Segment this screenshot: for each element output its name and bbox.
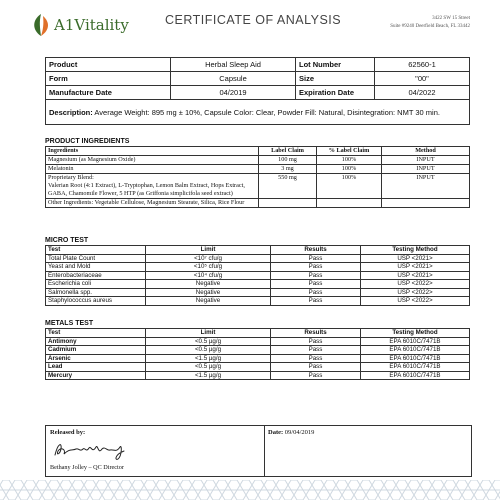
expiration-date-value: 04/2022 bbox=[375, 86, 470, 100]
micro-method-header: Testing Method bbox=[361, 246, 470, 255]
lot-label: Lot Number bbox=[296, 58, 375, 72]
product-label: Product bbox=[46, 58, 171, 72]
ingredient-label-claim bbox=[259, 199, 317, 208]
ingredient-row bbox=[46, 156, 470, 165]
description-label: Description: bbox=[49, 107, 93, 117]
metals-limit: <1.5 µg/g bbox=[146, 371, 271, 380]
metals-test-row bbox=[46, 346, 470, 355]
metals-test-row bbox=[46, 337, 470, 346]
released-by-cell bbox=[46, 426, 265, 476]
micro-result: Pass bbox=[271, 263, 361, 272]
micro-test-name: Salmonella spp. bbox=[46, 288, 146, 297]
lot-value: 62560-1 bbox=[375, 58, 470, 72]
metals-result: Pass bbox=[271, 354, 361, 363]
ingredient-row bbox=[46, 174, 470, 199]
description-value: Average Weight: 895 mg ± 10%, Capsule Color: Clear, Powder Fill: Natural, Disintegration: NMT 30 min. bbox=[92, 107, 440, 117]
micro-result: Pass bbox=[271, 280, 361, 289]
micro-result: Pass bbox=[271, 288, 361, 297]
metals-result: Pass bbox=[271, 346, 361, 355]
metals-result: Pass bbox=[271, 337, 361, 346]
ingredient-name: Melatonin bbox=[46, 165, 259, 174]
metals-testing-method: EPA 6010C/7471B bbox=[361, 346, 470, 355]
company-address bbox=[390, 15, 470, 31]
micro-testing-method: USP <2022> bbox=[361, 280, 470, 289]
hexagon-pattern-footer bbox=[0, 480, 500, 500]
micro-test-row bbox=[46, 254, 470, 263]
document-header bbox=[30, 10, 470, 46]
metals-limit-header: Limit bbox=[146, 329, 271, 338]
logo-text: A1Vitality bbox=[54, 16, 129, 34]
product-value: Herbal Sleep Aid bbox=[171, 58, 296, 72]
release-box bbox=[45, 425, 472, 477]
micro-testing-method: USP <2021> bbox=[361, 263, 470, 272]
release-date bbox=[268, 429, 314, 436]
micro-limit: Negative bbox=[146, 280, 271, 289]
micro-limit: Negative bbox=[146, 288, 271, 297]
metals-limit: <1.5 µg/g bbox=[146, 354, 271, 363]
metals-test-name: Antimony bbox=[46, 337, 146, 346]
micro-test-table bbox=[45, 245, 470, 306]
page-title: CERTIFICATE OF ANALYSIS bbox=[165, 13, 342, 27]
micro-limit-header: Limit bbox=[146, 246, 271, 255]
micro-result: Pass bbox=[271, 297, 361, 306]
size-label: Size bbox=[296, 72, 375, 86]
micro-test-row bbox=[46, 280, 470, 289]
ingredients-table bbox=[45, 146, 470, 208]
ingredients-header: Ingredients bbox=[46, 147, 259, 156]
ingredient-pct-label-claim: 100% bbox=[317, 156, 382, 165]
product-info-table bbox=[45, 57, 470, 125]
micro-test-row bbox=[46, 288, 470, 297]
ingredient-method bbox=[382, 199, 470, 208]
metals-method-header: Testing Method bbox=[361, 329, 470, 338]
metals-test-name: Cadmium bbox=[46, 346, 146, 355]
micro-test-name: Total Plate Count bbox=[46, 254, 146, 263]
form-value: Capsule bbox=[171, 72, 296, 86]
metals-result: Pass bbox=[271, 363, 361, 372]
ingredients-section-title: PRODUCT INGREDIENTS bbox=[45, 138, 130, 145]
metals-testing-method: EPA 6010C/7471B bbox=[361, 354, 470, 363]
micro-result: Pass bbox=[271, 254, 361, 263]
ingredient-method: INPUT bbox=[382, 165, 470, 174]
micro-test-header: Test bbox=[46, 246, 146, 255]
micro-section-title: MICRO TEST bbox=[45, 237, 89, 244]
metals-result: Pass bbox=[271, 371, 361, 380]
metals-test-name: Lead bbox=[46, 363, 146, 372]
manufacture-date-label: Manufacture Date bbox=[46, 86, 171, 100]
micro-test-row bbox=[46, 263, 470, 272]
metals-test-name: Arsenic bbox=[46, 354, 146, 363]
ingredient-label-claim: 3 mg bbox=[259, 165, 317, 174]
micro-testing-method: USP <2021> bbox=[361, 254, 470, 263]
ingredient-name: Other Ingredients: Vegetable Cellulose, Magnesium Stearate, Silica, Rice Flour bbox=[46, 199, 259, 208]
ingredient-pct-label-claim: 100% bbox=[317, 174, 382, 199]
ingredient-row bbox=[46, 199, 470, 208]
method-header: Method bbox=[382, 147, 470, 156]
ingredient-name: Proprietary Blend: Valerian Root (4:1 Extract), L-Tryptophan, Lemon Balm Extract, Hops Extract, GABA, Chamomile Flower, 5 HTP (as Griffonia simplicifola seed extract) bbox=[46, 174, 259, 199]
micro-result: Pass bbox=[271, 271, 361, 280]
metals-limit: <0.5 µg/g bbox=[146, 363, 271, 372]
metals-test-table bbox=[45, 328, 470, 380]
micro-limit: <10⁷ cfu/g bbox=[146, 254, 271, 263]
signature-image bbox=[52, 439, 132, 461]
metals-section-title: METALS TEST bbox=[45, 320, 94, 327]
form-label: Form bbox=[46, 72, 171, 86]
release-date-value: 09/04/2019 bbox=[283, 429, 315, 436]
release-date-label: Date: bbox=[268, 429, 284, 436]
metals-results-header: Results bbox=[271, 329, 361, 338]
metals-testing-method: EPA 6010C/7471B bbox=[361, 363, 470, 372]
ingredient-row bbox=[46, 165, 470, 174]
metals-test-row bbox=[46, 363, 470, 372]
micro-test-name: Escherichia coli bbox=[46, 280, 146, 289]
ingredient-name: Magnesium (as Magnesium Oxide) bbox=[46, 156, 259, 165]
metals-testing-method: EPA 6010C/7471B bbox=[361, 337, 470, 346]
metals-test-header: Test bbox=[46, 329, 146, 338]
metals-test-row bbox=[46, 354, 470, 363]
metals-limit: <0.5 µg/g bbox=[146, 337, 271, 346]
metals-testing-method: EPA 6010C/7471B bbox=[361, 371, 470, 380]
ingredient-label-claim: 100 mg bbox=[259, 156, 317, 165]
description-cell bbox=[46, 100, 470, 125]
micro-testing-method: USP <2021> bbox=[361, 271, 470, 280]
leaf-icon bbox=[30, 12, 52, 38]
metals-test-row bbox=[46, 371, 470, 380]
size-value: "00" bbox=[375, 72, 470, 86]
metals-limit: <0.5 µg/g bbox=[146, 346, 271, 355]
micro-test-row bbox=[46, 271, 470, 280]
released-by-label: Released by: bbox=[50, 429, 86, 436]
micro-testing-method: USP <2022> bbox=[361, 288, 470, 297]
address-line-2: Suite #9240 Deerfield Beach, FL 33442 bbox=[390, 24, 470, 29]
label-claim-header: Label Claim bbox=[259, 147, 317, 156]
ingredient-pct-label-claim bbox=[317, 199, 382, 208]
micro-test-name: Yeast and Mold bbox=[46, 263, 146, 272]
ingredient-label-claim: 550 mg bbox=[259, 174, 317, 199]
signer-name: Bethany Jolley – QC Director bbox=[50, 464, 124, 471]
manufacture-date-value: 04/2019 bbox=[171, 86, 296, 100]
company-logo bbox=[30, 12, 129, 38]
micro-test-name: Enterobacteriaceae bbox=[46, 271, 146, 280]
micro-limit: <10⁴ cfu/g bbox=[146, 271, 271, 280]
address-line-1: 3422 SW 15 Street bbox=[432, 16, 470, 21]
metals-test-name: Mercury bbox=[46, 371, 146, 380]
pct-label-claim-header: % Label Claim bbox=[317, 147, 382, 156]
micro-testing-method: USP <2022> bbox=[361, 297, 470, 306]
ingredient-pct-label-claim: 100% bbox=[317, 165, 382, 174]
micro-test-row bbox=[46, 297, 470, 306]
expiration-date-label: Expiration Date bbox=[296, 86, 375, 100]
micro-test-name: Staphylococcus aureus bbox=[46, 297, 146, 306]
ingredient-method: INPUT bbox=[382, 156, 470, 165]
micro-results-header: Results bbox=[271, 246, 361, 255]
micro-limit: Negative bbox=[146, 297, 271, 306]
micro-limit: <10⁵ cfu/g bbox=[146, 263, 271, 272]
ingredient-method: INPUT bbox=[382, 174, 470, 199]
